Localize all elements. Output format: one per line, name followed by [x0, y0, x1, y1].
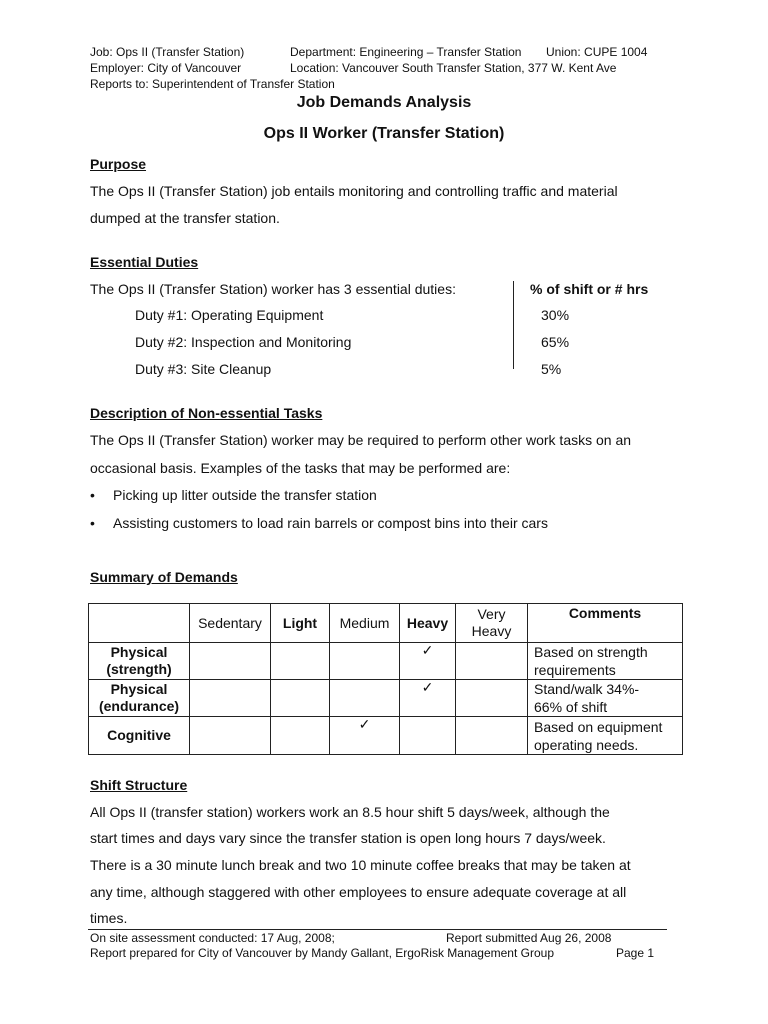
column-heavy: Heavy [400, 604, 456, 643]
shift-structure-line-4: any time, although staggered with other employees to ensure adequate coverage at all [90, 884, 627, 900]
table-row [89, 643, 683, 680]
duties-divider [513, 281, 514, 369]
non-essential-bullet-1: Picking up litter outside the transfer station [113, 487, 377, 503]
column-very-heavy-line-2: Heavy [471, 623, 512, 639]
duty-1-share: 30% [541, 307, 570, 323]
header-department: Department: Engineering – Transfer Station [290, 45, 522, 59]
shift-structure-line-2: start times and days vary since the transfer station is open long hours 7 days/week. [90, 830, 606, 846]
column-light: Light [271, 604, 330, 643]
duty-2-label: Duty #2: Inspection and Monitoring [135, 334, 352, 350]
column-very-heavy [456, 604, 528, 643]
header-employer: Employer: City of Vancouver [90, 61, 242, 75]
page-subtitle: Ops II Worker (Transfer Station) [263, 125, 505, 142]
row-label-line-2: (strength) [106, 661, 172, 677]
row-label-line-1: Physical [110, 681, 168, 697]
cell-light [271, 717, 330, 755]
header-job: Job: Ops II (Transfer Station) [90, 45, 245, 59]
duty-3-label: Duty #3: Site Cleanup [135, 361, 272, 377]
cell-medium [330, 680, 400, 717]
row-comment [528, 680, 683, 717]
duty-2-share: 65% [541, 334, 570, 350]
header-reports-to: Reports to: Superintendent of Transfer Station [90, 77, 335, 91]
cell-heavy [400, 717, 456, 755]
row-label-physical-strength [89, 643, 190, 680]
footer-assessment: On site assessment conducted: 17 Aug, 2008; [90, 931, 335, 945]
footer-prepared: Report prepared for City of Vancouver by Mandy Gallant, ErgoRisk Management Group [90, 946, 555, 960]
essential-duties-intro: The Ops II (Transfer Station) worker has 3 essential duties: [90, 281, 456, 297]
cell-light [271, 643, 330, 680]
comment-line-2: operating needs. [534, 736, 639, 753]
demands-table [88, 603, 683, 755]
comment-line-2: 66% of shift [534, 699, 608, 715]
cell-sedentary [190, 680, 271, 717]
cell-very-heavy [456, 717, 528, 755]
comment-line-2: requirements [534, 662, 616, 678]
shift-structure-heading: Shift Structure [90, 777, 188, 793]
column-comments: Comments [528, 604, 683, 643]
table-header-row [89, 604, 683, 643]
purpose-text-line-1: The Ops II (Transfer Station) job entails monitoring and controlling traffic and material [90, 183, 618, 199]
cell-light [271, 680, 330, 717]
table-header-blank [89, 604, 190, 643]
check-mark-icon: ✓ [330, 717, 400, 755]
duty-1-label: Duty #1: Operating Equipment [135, 307, 324, 323]
row-label-line-1: Physical [110, 644, 168, 660]
column-medium: Medium [330, 604, 400, 643]
check-mark-icon: ✓ [400, 680, 456, 717]
cell-very-heavy [456, 643, 528, 680]
duty-3-share: 5% [541, 361, 562, 377]
row-label-line-2: (endurance) [98, 698, 180, 714]
comment-line-1: Based on equipment [534, 718, 663, 735]
header-location: Location: Vancouver South Transfer Station, 377 W. Kent Ave [290, 61, 617, 75]
cell-very-heavy [456, 680, 528, 717]
row-label-cognitive: Cognitive [89, 717, 190, 755]
non-essential-heading: Description of Non-essential Tasks [90, 405, 323, 421]
column-sedentary: Sedentary [190, 604, 271, 643]
check-mark-icon: ✓ [400, 643, 456, 680]
bullet-icon: • [90, 515, 95, 531]
footer-submitted: Report submitted Aug 26, 2008 [446, 931, 612, 945]
cell-sedentary [190, 643, 271, 680]
comment-line-1: Stand/walk 34%- [534, 681, 640, 697]
header-union: Union: CUPE 1004 [546, 45, 648, 59]
comment-line-1: Based on strength [534, 644, 648, 660]
summary-heading: Summary of Demands [90, 569, 238, 585]
shift-structure-line-1: All Ops II (transfer station) workers work an 8.5 hour shift 5 days/week, although the [90, 804, 610, 820]
row-label-physical-endurance [89, 680, 190, 717]
cell-medium [330, 643, 400, 680]
table-row [89, 680, 683, 717]
non-essential-text-line-2: occasional basis. Examples of the tasks that may be performed are: [90, 460, 511, 476]
footer-divider [88, 929, 667, 930]
page-title: Job Demands Analysis [296, 94, 472, 111]
purpose-heading: Purpose [90, 156, 147, 172]
purpose-text-line-2: dumped at the transfer station. [90, 210, 280, 226]
non-essential-text-line-1: The Ops II (Transfer Station) worker may be required to perform other work tasks on an [90, 432, 632, 448]
shift-structure-line-3: There is a 30 minute lunch break and two 10 minute coffee breaks that may be taken at [90, 857, 631, 873]
non-essential-bullet-2: Assisting customers to load rain barrels or compost bins into their cars [113, 515, 548, 531]
duty-share-column-header: % of shift or # hrs [530, 281, 649, 297]
row-comment [528, 717, 683, 755]
row-comment [528, 643, 683, 680]
bullet-icon: • [90, 487, 95, 503]
cell-sedentary [190, 717, 271, 755]
shift-structure-line-5: times. [90, 910, 128, 926]
table-row [89, 717, 683, 755]
footer-page-number: Page 1 [616, 946, 655, 960]
column-very-heavy-line-1: Very [477, 606, 506, 622]
essential-duties-heading: Essential Duties [90, 254, 199, 270]
